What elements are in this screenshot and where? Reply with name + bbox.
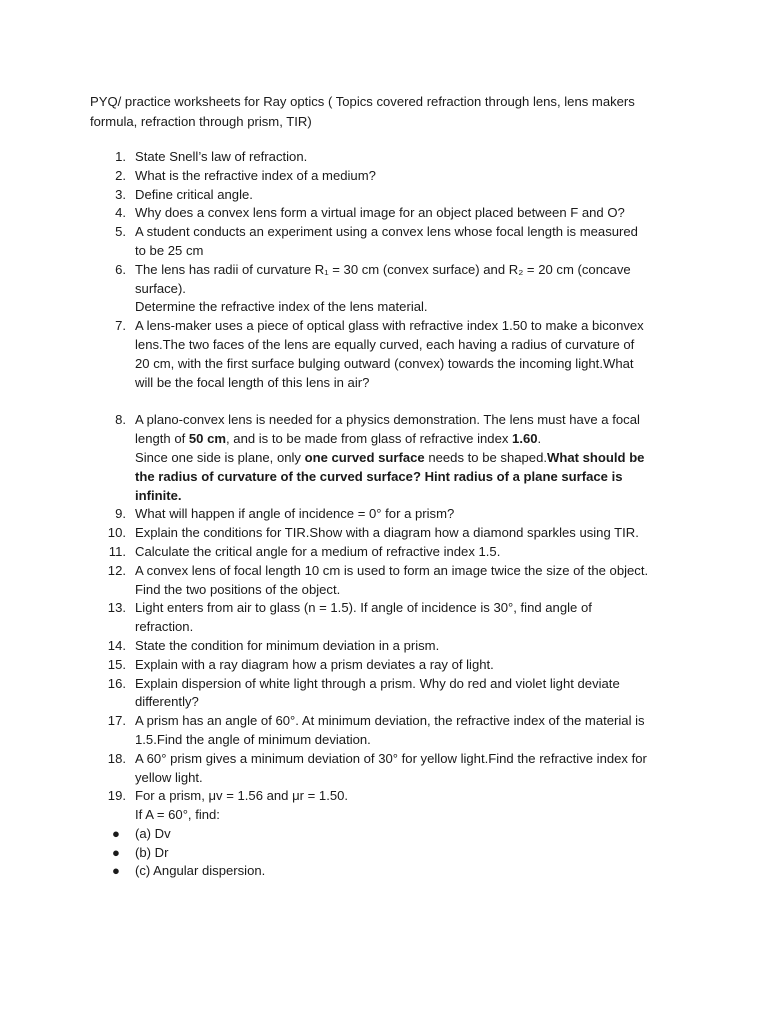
heading-line-2: formula, refraction through prism, TIR) [90,114,312,129]
bullet-icon: ● [112,863,120,879]
text-run: length of [135,431,189,447]
question-number: 8. [115,412,126,428]
question-text: differently? [135,694,199,710]
question-number: 9. [115,506,126,522]
bold-text-run: 1.60 [512,431,538,447]
question-text: What will happen if angle of incidence = 0° for a prism? [135,506,455,522]
question-item-5 [0,223,685,261]
question-text: State the condition for minimum deviation in a prism. [135,637,440,653]
question-text: Explain dispersion of white light through a prism. Why do red and violet light deviate [135,675,620,691]
bullet-text: (c) Angular dispersion. [135,863,266,879]
question-number: 13. [107,600,126,616]
bold-text-run: one curved surface [304,449,425,465]
bold-text-run: What should be [547,449,645,465]
question-text: to be 25 cm [135,242,204,258]
question-text: A student conducts an experiment using a convex lens whose focal length is measured [135,224,638,240]
bullet-icon: ● [112,825,120,841]
question-text: If A = 60°, find: [135,807,220,823]
question-text: refraction. [135,619,194,635]
question-text: Define critical angle. [135,186,253,202]
bullet-text: (a) Dv [135,825,171,841]
bullet-text: (b) Dr [135,844,169,860]
text-run: , and is to be made from glass of refractive index [226,431,513,447]
question-text-bold: the radius of curvature of the curved surface? Hint radius of a plane surface is [135,468,623,484]
question-text: Explain the conditions for TIR.Show with a diagram how a diamond sparkles using TIR. [135,525,639,541]
question-text: 20 cm, with the first surface bulging outward (convex) towards the incoming light.What [135,355,634,371]
text-run: . [537,431,542,447]
question-text: surface). [135,280,186,296]
question-text: will be the focal length of this lens in air? [135,374,370,390]
question-number: 7. [115,318,126,334]
question-text: What is the refractive index of a medium? [135,167,376,183]
question-item-1 [0,148,685,167]
bold-text-run: 50 cm [188,431,227,447]
question-text: A plano-convex lens is needed for a physics demonstration. The lens must have a focal [135,412,640,428]
question-text-bold: infinite. [135,487,182,503]
question-text: State Snell’s law of refraction. [135,149,308,164]
question-text: Determine the refractive index of the lens material. [135,299,428,315]
bullet-item-b [0,844,685,863]
question-item-2 [0,167,685,186]
question-number: 5. [115,224,126,240]
question-number: 17. [107,713,126,729]
question-number: 2. [115,167,126,183]
question-item-14 [0,637,685,656]
question-item-7 [0,317,685,392]
question-text-rich [135,430,685,449]
question-text: A lens-maker uses a piece of optical glass with refractive index 1.50 to make a biconvex [135,318,644,334]
heading-line-1: PYQ/ practice worksheets for Ray optics ( Topics covered refraction through lens, lens makers [90,94,635,109]
question-item-4 [0,204,685,223]
question-item-18 [0,750,685,788]
question-item-8 [0,411,685,505]
question-item-3 [0,186,685,205]
question-item-10 [0,524,685,543]
question-number: 18. [107,750,126,766]
question-text: lens.The two faces of the lens are equally curved, each having a radius of curvature of [135,336,635,352]
question-list [0,148,768,881]
question-text: yellow light. [135,769,203,785]
worksheet-heading [90,92,690,132]
question-item-9 [0,505,685,524]
text-run: Since one side is plane, only [135,449,305,465]
question-number: 11. [108,543,126,559]
question-text: The lens has radii of curvature R₁ = 30 cm (convex surface) and R₂ = 20 cm (concave [135,261,631,277]
text-run: needs to be shaped. [424,449,547,465]
question-number: 12. [107,562,126,578]
question-text: For a prism, μv = 1.56 and μr = 1.50. [135,788,349,804]
question-number: 15. [107,656,126,672]
question-item-6 [0,261,685,317]
question-number: 19. [107,788,126,804]
question-item-15 [0,656,685,675]
question-item-16 [0,675,685,713]
question-number: 4. [115,205,126,221]
question-item-11 [0,543,685,562]
question-text: Light enters from air to glass (n = 1.5). If angle of incidence is 30°, find angle of [135,600,592,616]
question-item-17 [0,712,685,750]
question-number: 1. [115,149,126,164]
question-number: 10. [107,525,126,541]
question-number: 3. [115,186,126,202]
question-item-12 [0,562,685,600]
question-number: 14. [107,637,126,653]
question-text: Find the two positions of the object. [135,581,341,597]
bullet-item-c [0,862,685,881]
bullet-icon: ● [112,844,120,860]
question-text-rich [135,449,685,468]
bullet-item-a [0,825,685,844]
question-text: 1.5.Find the angle of minimum deviation. [135,731,371,747]
question-text: Calculate the critical angle for a medium of refractive index 1.5. [135,543,501,559]
question-number: 16. [107,675,126,691]
question-item-13 [0,599,685,637]
question-item-19 [0,787,685,825]
question-text: Explain with a ray diagram how a prism deviates a ray of light. [135,656,494,672]
question-text: A convex lens of focal length 10 cm is used to form an image twice the size of the object. [135,562,649,578]
question-text: Why does a convex lens form a virtual image for an object placed between F and O? [135,205,625,221]
question-text: A prism has an angle of 60°. At minimum deviation, the refractive index of the material is [135,713,645,729]
question-number: 6. [115,261,126,277]
question-text: A 60° prism gives a minimum deviation of 30° for yellow light.Find the refractive index for [135,750,647,766]
